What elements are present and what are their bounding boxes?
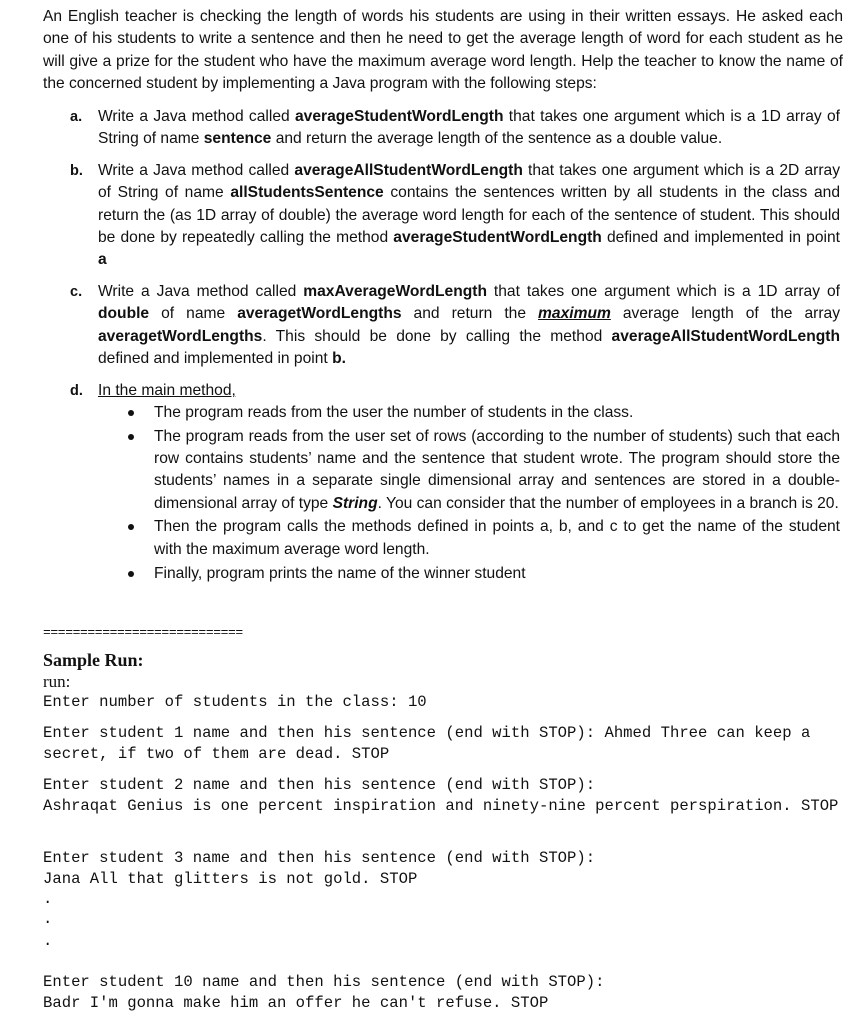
ellipsis-dot: . <box>43 890 53 908</box>
bullet-dot-icon <box>128 434 134 440</box>
item-d-label: d. <box>70 383 83 399</box>
console-student-1: Enter student 1 name and then his sentence (end with STOP): Ahmed Three can keep a secret, if two of them are dead. STOP <box>43 724 820 763</box>
bullet-dot-icon <box>128 571 134 577</box>
item-c <box>70 281 840 370</box>
console-student-3: Enter student 3 name and then his sentence (end with STOP): Jana All that glitters is not gold. STOP <box>43 849 596 888</box>
separator-rule: =========================== <box>43 625 243 640</box>
bullet-3: Then the program calls the methods defined in points a, b, and c to get the name of the student with the maximum average word length. <box>124 516 840 561</box>
item-c-text: Write a Java method called maxAverageWordLength that takes one argument which is a 1D array of double of name averagetWordLengths and return the maximum average length of the array averagetWordLengths. This should be done by calling the method averageAllStudentWordLength defined and implemented in point b. <box>98 283 841 367</box>
item-b-label: b. <box>70 163 83 179</box>
item-d-heading: In the main method, <box>98 382 236 399</box>
bullet-dot-icon <box>128 410 134 416</box>
bullet-2: The program reads from the user set of rows (according to the number of students) such that each row contains students’ name and the sentence that student wrote. The program should store the students’ names in a separate single dimensional array and sentences are stored in a double-dimensional array of type String. You can consider that the number of employees in a branch is 20. <box>124 426 840 515</box>
item-d-bullets <box>124 402 840 586</box>
intro-paragraph: An English teacher is checking the length of words his students are using in their written essays. He asked each one of his students to write a sentence and then he need to get the average length of word for each student as he will give a prize for the student who have the maximum average word length. Help the teacher to know the name of the concerned student by implementing a Java program with the following steps: <box>43 8 843 92</box>
item-b-text: Write a Java method called averageAllStudentWordLength that takes one argument which is a 2D array of String of name allStudentsSentence contains the sentences written by all students in the class and return the (as 1D array of double) the average word length for each of the sentence of student. This should be done by repeatedly calling the method averageStudentWordLength defined and implemented in point a <box>98 162 840 269</box>
console-student-2: Enter student 2 name and then his sentence (end with STOP): Ashraqat Genius is one percent inspiration and ninety-nine percent perspiration. STOP <box>43 776 839 815</box>
item-a <box>70 106 840 151</box>
ellipsis-dot: . <box>43 910 53 928</box>
bullet-dot-icon <box>128 524 134 530</box>
item-a-label: a. <box>70 109 83 125</box>
item-c-label: c. <box>70 284 83 300</box>
item-b <box>70 160 840 271</box>
sample-run-title: Sample Run: <box>43 650 144 670</box>
console-student-10: Enter student 10 name and then his sentence (end with STOP): Badr I'm gonna make him an offer he can't refuse. STOP <box>43 973 605 1012</box>
ellipsis-dot: . <box>43 932 53 950</box>
bullet-4: Finally, program prints the name of the winner student <box>124 563 840 585</box>
run-label: run: <box>43 672 71 691</box>
bullet-1: The program reads from the user the number of students in the class. <box>124 402 840 424</box>
console-line-count: Enter number of students in the class: 10 <box>43 693 427 711</box>
item-a-text: Write a Java method called averageStudentWordLength that takes one argument which is a 1D array of String of name sentence and return the average length of the sentence as a double value. <box>98 108 840 148</box>
item-d <box>70 380 840 402</box>
